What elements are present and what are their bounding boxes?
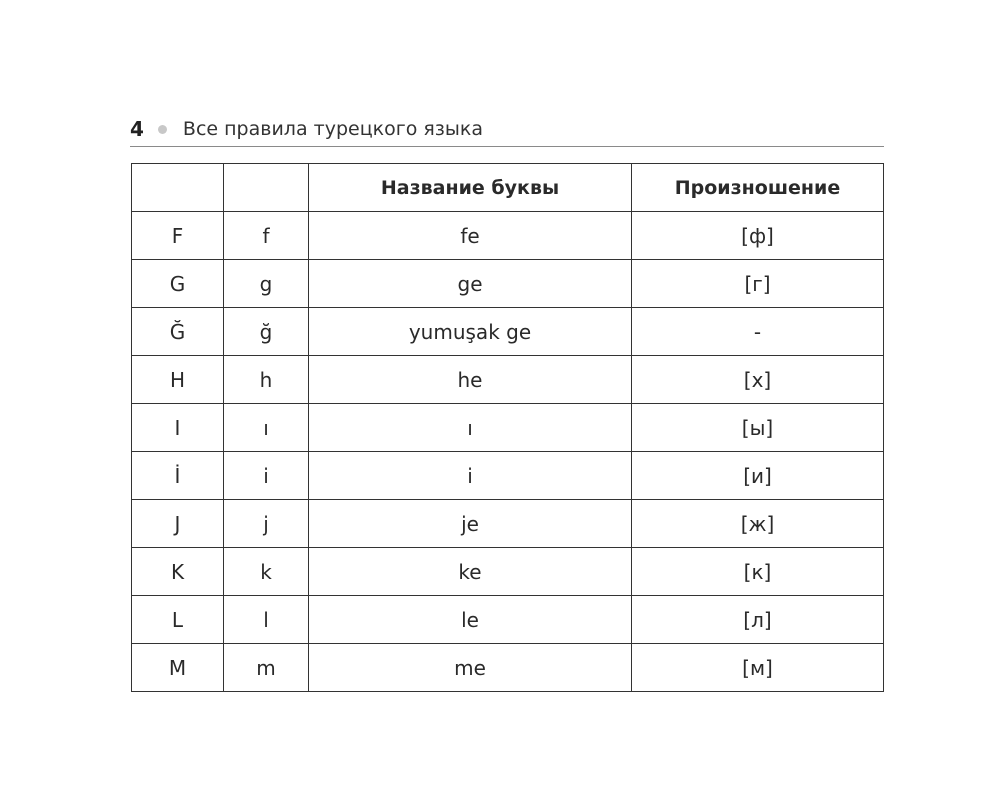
pronunciation: [ф]	[632, 212, 884, 260]
pronunciation: [л]	[632, 596, 884, 644]
letter-name: he	[309, 356, 632, 404]
lowercase-letter: i	[224, 452, 309, 500]
uppercase-letter: L	[132, 596, 224, 644]
lowercase-letter: j	[224, 500, 309, 548]
letter-name: le	[309, 596, 632, 644]
letter-name: ı	[309, 404, 632, 452]
lowercase-letter: g	[224, 260, 309, 308]
uppercase-letter: Ğ	[132, 308, 224, 356]
table-row	[132, 212, 884, 260]
column-header-lowercase	[224, 164, 309, 212]
table-row	[132, 260, 884, 308]
pronunciation: -	[632, 308, 884, 356]
lowercase-letter: l	[224, 596, 309, 644]
table-row	[132, 308, 884, 356]
letter-name: je	[309, 500, 632, 548]
letter-name: fe	[309, 212, 632, 260]
uppercase-letter: K	[132, 548, 224, 596]
column-header-uppercase	[132, 164, 224, 212]
pronunciation: [г]	[632, 260, 884, 308]
page-header	[130, 112, 884, 147]
lowercase-letter: f	[224, 212, 309, 260]
pronunciation: [и]	[632, 452, 884, 500]
lowercase-letter: m	[224, 644, 309, 692]
lowercase-letter: ı	[224, 404, 309, 452]
pronunciation: [ы]	[632, 404, 884, 452]
table-row	[132, 596, 884, 644]
letter-name: i	[309, 452, 632, 500]
table-row	[132, 644, 884, 692]
column-header-pronunciation: Произношение	[632, 164, 884, 212]
table-row	[132, 548, 884, 596]
pronunciation: [к]	[632, 548, 884, 596]
column-header-letter-name: Название буквы	[309, 164, 632, 212]
page-title: Все правила турецкого языка	[182, 118, 484, 140]
lowercase-letter: k	[224, 548, 309, 596]
alphabet-table	[131, 163, 884, 692]
lowercase-letter: ğ	[224, 308, 309, 356]
letter-name: me	[309, 644, 632, 692]
page-number: 4	[130, 117, 144, 141]
pronunciation: [м]	[632, 644, 884, 692]
table-row	[132, 404, 884, 452]
uppercase-letter: İ	[132, 452, 224, 500]
pronunciation: [х]	[632, 356, 884, 404]
uppercase-letter: M	[132, 644, 224, 692]
lowercase-letter: h	[224, 356, 309, 404]
table-row	[132, 452, 884, 500]
bullet-dot-icon	[158, 125, 167, 134]
table-row	[132, 500, 884, 548]
letter-name: yumuşak ge	[309, 308, 632, 356]
table-row	[132, 356, 884, 404]
uppercase-letter: G	[132, 260, 224, 308]
uppercase-letter: H	[132, 356, 224, 404]
uppercase-letter: F	[132, 212, 224, 260]
table-header-row	[132, 164, 884, 212]
uppercase-letter: I	[132, 404, 224, 452]
letter-name: ke	[309, 548, 632, 596]
pronunciation: [ж]	[632, 500, 884, 548]
uppercase-letter: J	[132, 500, 224, 548]
letter-name: ge	[309, 260, 632, 308]
